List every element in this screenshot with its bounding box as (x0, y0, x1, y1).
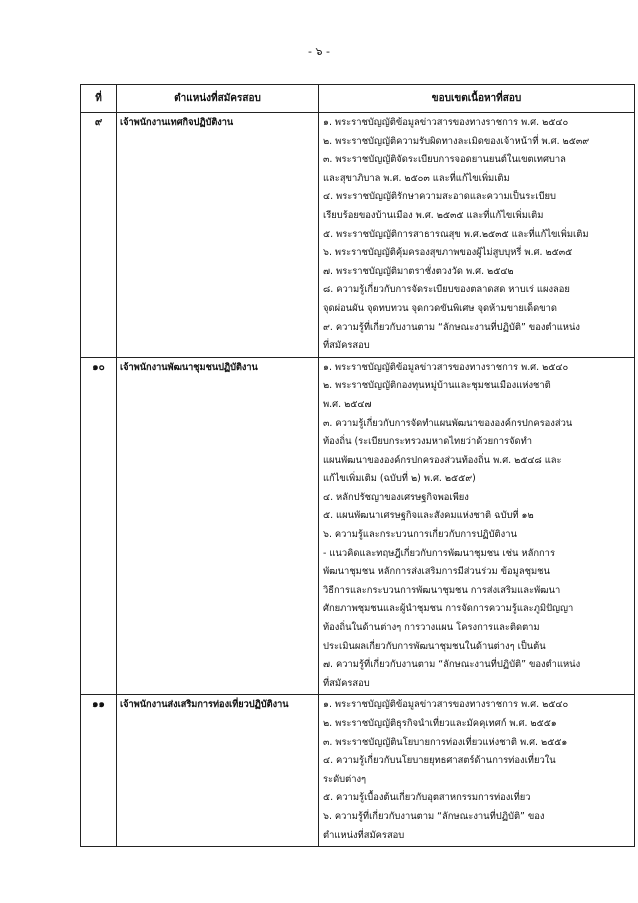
scope-line: แผนพัฒนาขององค์กรปกครองส่วนท้องถิ่น พ.ศ. ๒๕๔๘ และ (323, 454, 562, 466)
scope-line: ๓. พระราชบัญญัตินโยบายการท่องเที่ยวแห่งชาติ พ.ศ. ๒๕๕๑ (323, 736, 568, 748)
scope-line: ๔. ความรู้เกี่ยวกับนโยบายยุทธศาสตร์ด้านการท่องเที่ยวใน (323, 755, 556, 767)
position-title: เจ้าพนักงานพัฒนาชุมชนปฏิบัติงาน (117, 357, 319, 695)
header-position: ตำแหน่งที่สมัครสอบ (117, 85, 319, 113)
scope-line: ๒. พระราชบัญญัติความรับผิดทางละเมิดของเจ้าหน้าที่ พ.ศ. ๒๕๓๙ (323, 135, 590, 147)
header-scope: ขอบเขตเนื้อหาที่สอบ (319, 85, 635, 113)
position-title: เจ้าพนักงานส่งเสริมการท่องเที่ยวปฏิบัติงาน (117, 695, 319, 847)
scope-line: ๘. ความรู้เกี่ยวกับการจัดระเบียบของตลาดสด หาบเร่ แผงลอย (323, 284, 570, 296)
scope-line: ตำแหน่งที่สมัครสอบ (323, 829, 405, 841)
scope-line: ๔. หลักปรัชญาของเศรษฐกิจพอเพียง (323, 491, 469, 503)
scope-line: วิธีการและกระบวนการพัฒนาชุมชน การส่งเสริมและพัฒนา (323, 584, 561, 596)
scope-line: ๑. พระราชบัญญัติข้อมูลข่าวสารของทางราชการ พ.ศ. ๒๕๔๐ (323, 117, 569, 128)
scope-line: - แนวคิดและทฤษฎีเกี่ยวกับการพัฒนาชุมชน เช่น หลักการ (323, 547, 555, 559)
exam-scope-cell (319, 113, 635, 358)
scope-line: ประเมินผลเกี่ยวกับการพัฒนาชุมชนในด้านต่างๆ เป็นต้น (323, 640, 546, 652)
table-row (81, 695, 635, 847)
header-no: ที่ (81, 85, 117, 113)
scope-line: ๔. พระราชบัญญัติรักษาความสะอาดและความเป็นระเบียบ (323, 191, 556, 203)
scope-line: ศักยภาพชุมชนและผู้นำชุมชน การจัดการความรู้และภูมิปัญญา (323, 603, 574, 615)
scope-line: ที่สมัครสอบ (323, 677, 370, 689)
scope-line: ที่สมัครสอบ (323, 340, 370, 352)
scope-line: จุดผ่อนผัน จุดทบทวน จุดกวดขันพิเศษ จุดห้ามขายเด็ดขาด (323, 302, 557, 314)
scope-line: ท้องถิ่นในด้านต่างๆ การวางแผน โครงการและติดตาม (323, 622, 540, 634)
exam-scope-cell (319, 695, 635, 847)
scope-line: ท้องถิ่น (ระเบียบกระทรวงมหาดไทยว่าด้วยการจัดทำ (323, 436, 533, 448)
table-header-row (81, 85, 635, 113)
scope-line: ๑. พระราชบัญญัติข้อมูลข่าวสารของทางราชการ พ.ศ. ๒๕๔๐ (323, 361, 569, 373)
scope-line: ๑. พระราชบัญญัติข้อมูลข่าวสารของทางราชการ พ.ศ. ๒๕๔๐ (323, 699, 569, 711)
scope-line: ๒. พระราชบัญญัติธุรกิจนำเที่ยวและมัคคุเทศก์ พ.ศ. ๒๕๕๑ (323, 718, 557, 729)
scope-line: ๕. พระราชบัญญัติการสาธารณสุข พ.ศ.๒๕๓๕ และที่แก้ไขเพิ่มเติม (323, 228, 589, 240)
exam-scope-table (80, 84, 635, 847)
scope-line: เรียบร้อยของบ้านเมือง พ.ศ. ๒๕๓๕ และที่แก้ไขเพิ่มเติม (323, 209, 544, 221)
scope-line: ระดับต่างๆ (323, 773, 367, 785)
scope-line: ๖. ความรู้ที่เกี่ยวกับงานตาม “ลักษณะงานที่ปฏิบัติ” ของ (323, 810, 545, 822)
scope-line: และสุขาภิบาล พ.ศ. ๒๕๐๓ และที่แก้ไขเพิ่มเติม (323, 172, 510, 184)
scope-line: พ.ศ. ๒๕๔๗ (323, 398, 372, 410)
row-number: ๙ (81, 113, 117, 358)
table-row (81, 357, 635, 695)
row-number: ๑๐ (81, 357, 117, 695)
scope-line: พัฒนาชุมชน หลักการส่งเสริมการมีส่วนร่วม ข้อมูลชุมชน (323, 566, 550, 578)
scope-line: ๕. ความรู้เบื้องต้นเกี่ยวกับอุตสาหกรรมการท่องเที่ยว (323, 792, 531, 804)
scope-line: ๒. พระราชบัญญัติกองทุนหมู่บ้านและชุมชนเมืองแห่งชาติ (323, 380, 551, 392)
scope-line: ๓. ความรู้เกี่ยวกับการจัดทำแผนพัฒนาขององค์กรปกครองส่วน (323, 417, 573, 429)
scope-line: ๖. พระราชบัญญัติคุ้มครองสุขภาพของผู้ไม่สูบบุหรี่ พ.ศ. ๒๕๓๕ (323, 247, 573, 259)
table-row (81, 113, 635, 358)
scope-line: แก้ไขเพิ่มเติม (ฉบับที่ ๒) พ.ศ. ๒๕๕๙) (323, 473, 476, 485)
scope-line: ๗. พระราชบัญญัติมาตราชั่งตวงวัด พ.ศ. ๒๕๔๒ (323, 265, 514, 277)
scope-line: ๗. ความรู้ที่เกี่ยวกับงานตาม “ลักษณะงานที่ปฏิบัติ” ของตำแหน่ง (323, 659, 581, 671)
scope-line: ๕. แผนพัฒนาเศรษฐกิจและสังคมแห่งชาติ ฉบับที่ ๑๒ (323, 510, 534, 522)
scope-line: ๓. พระราชบัญญัติจัดระเบียบการจอดยานยนต์ในเขตเทศบาล (323, 154, 566, 166)
scope-line: ๙. ความรู้ที่เกี่ยวกับงานตาม “ลักษณะงานที่ปฏิบัติ” ของตำแหน่ง (323, 321, 580, 333)
scope-line: ๖. ความรู้และกระบวนการเกี่ยวกับการปฏิบัติงาน (323, 529, 517, 541)
row-number: ๑๑ (81, 695, 117, 847)
exam-scope-cell (319, 357, 635, 695)
page-number: - ๖ - (308, 45, 330, 58)
position-title: เจ้าพนักงานเทศกิจปฏิบัติงาน (117, 113, 319, 358)
